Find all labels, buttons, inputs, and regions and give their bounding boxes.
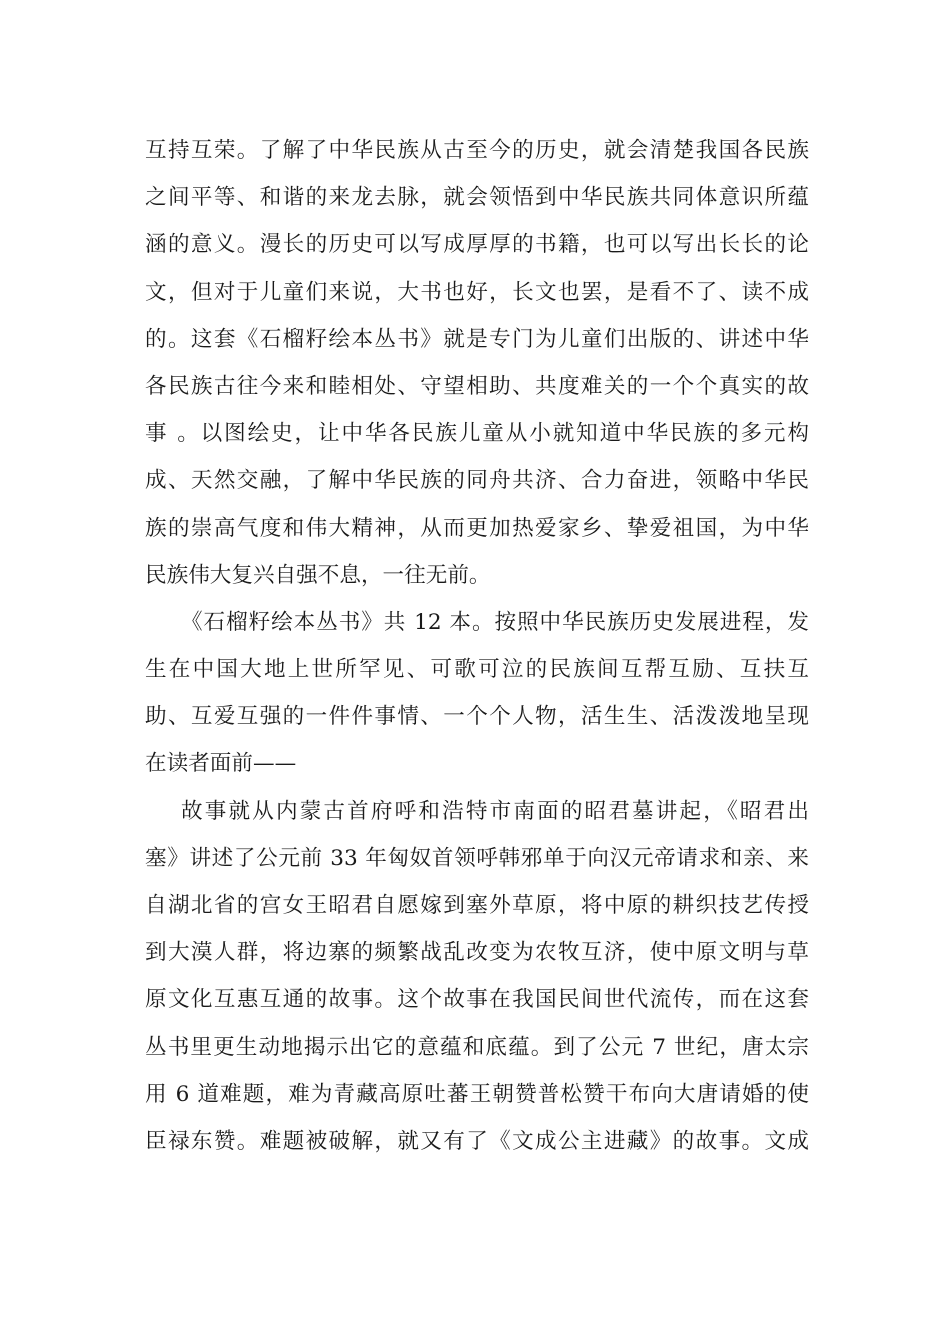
text-line: 塞》讲述了公元前 33 年匈奴首领呼韩邪单于向汉元帝请求和亲、来: [145, 845, 809, 871]
text-line: 各民族古往今来和睦相处、守望相助、共度难关的一个个真实的故: [145, 373, 809, 399]
paragraph: [145, 599, 809, 788]
text-line: 族的崇高气度和伟大精神，从而更加热爱家乡、挚爱祖国，为中华: [145, 515, 809, 541]
paragraph: [145, 788, 809, 1166]
text-line: 故事就从内蒙古首府呼和浩特市南面的昭君墓讲起，《昭君出: [181, 798, 809, 824]
text-line: 自湖北省的宫女王昭君自愿嫁到塞外草原，将中原的耕织技艺传授: [145, 893, 809, 918]
text-line: 用 6 道难题，难为青藏高原吐蕃王朝赞普松赞干布向大唐请婚的使: [145, 1081, 809, 1107]
text-line: 原文化互惠互通的故事。这个故事在我国民间世代流传，而在这套: [145, 987, 809, 1013]
text-line: 到大漠人群，将边寨的频繁战乱改变为农牧互济，使中原文明与草: [145, 940, 809, 966]
text-line: 臣禄东赞。难题被破解，就又有了《文成公主进藏》的故事。文成: [145, 1128, 809, 1154]
body-text: [145, 127, 809, 1165]
text-line: 文，但对于儿童们来说，大书也好，长文也罢，是看不了、读不成: [145, 279, 809, 305]
text-line: 《石榴籽绘本丛书》共 12 本。按照中华民族历史发展进程，发: [181, 609, 809, 635]
text-line: 互持互荣。了解了中华民族从古至今的历史，就会清楚我国各民族: [145, 138, 809, 163]
text-line: 成、天然交融，了解中华民族的同舟共济、合力奋进，领略中华民: [145, 468, 809, 494]
text-line: 事 。以图绘史，让中华各民族儿童从小就知道中华民族的多元构: [145, 421, 809, 447]
text-line: 助、互爱互强的一件件事情、一个个人物，活生生、活泼泼地呈现: [145, 704, 809, 730]
paragraph: [145, 127, 809, 599]
text-line: 在读者面前——: [145, 751, 297, 777]
text-line: 之间平等、和谐的来龙去脉，就会领悟到中华民族共同体意识所蕴: [145, 185, 809, 211]
text-line: 民族伟大复兴自强不息，一往无前。: [145, 562, 491, 588]
text-line: 的。这套《石榴籽绘本丛书》就是专门为儿童们出版的、讲述中华: [145, 326, 809, 352]
text-line: 涵的意义。漫长的历史可以写成厚厚的书籍，也可以写出长长的论: [145, 232, 809, 258]
text-line: 生在中国大地上世所罕见、可歌可泣的民族间互帮互励、互扶互: [145, 657, 809, 683]
text-line: 丛书里更生动地揭示出它的意蕴和底蕴。到了公元 7 世纪，唐太宗: [145, 1034, 809, 1060]
